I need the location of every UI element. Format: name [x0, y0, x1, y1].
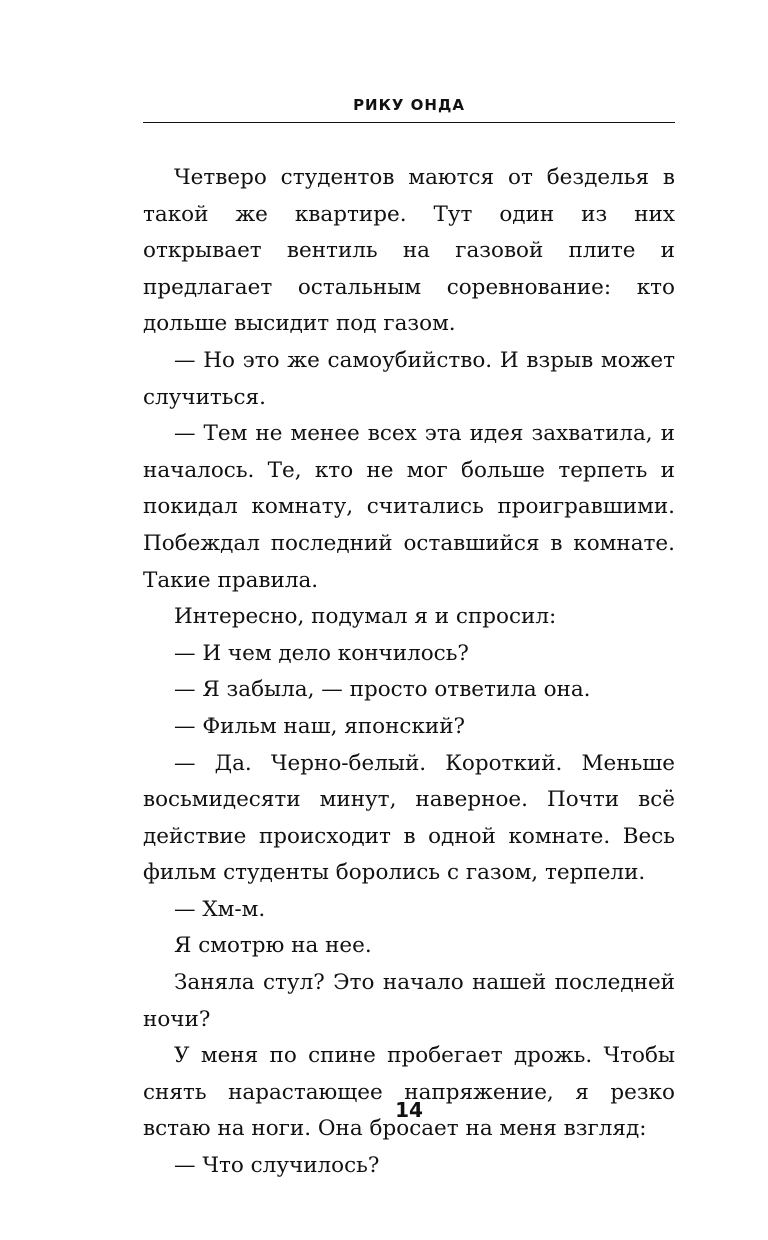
body-text — [143, 160, 675, 1185]
paragraph: — Что случилось? — [174, 1153, 380, 1179]
paragraph: — Фильм наш, японский? — [174, 713, 466, 739]
paragraph: — Хм-м. — [174, 896, 266, 922]
running-header: РИКУ ОНДА — [353, 96, 465, 114]
paragraph: — И чем дело кончилось? — [174, 640, 469, 666]
header-rule — [143, 122, 675, 123]
paragraph: — Я забыла, — просто ответила она. — [174, 677, 591, 703]
paragraph: — Тем не менее всех эта идея захватила, и началось. Те, кто не мог больше терпеть и покидал комнату, считались проигравшими. Побеждал последний оставшийся в комнате. Такие правила. — [143, 421, 675, 593]
paragraph: Я смотрю на нее. — [174, 933, 372, 959]
paragraph: Интересно, подумал я и спросил: — [174, 604, 557, 630]
paragraph: Четверо студентов маются от безделья в такой же квартире. Тут один из них открывает вентиль на газовой плите и предлагает остальным соревнование: кто дольше высидит под газом. — [143, 165, 675, 337]
paragraph: — Но это же самоубийство. И взрыв может случиться. — [143, 347, 675, 410]
page-number: 14 — [395, 1098, 423, 1122]
paragraph: Заняла стул? Это начало нашей последней ночи? — [143, 970, 675, 1032]
paragraph: — Да. Черно-белый. Короткий. Меньше восьмидесяти минут, наверное. Почти всё действие происходит в одной комнате. Весь фильм студенты боролись с газом, терпели. — [143, 750, 675, 886]
paragraph: У меня по спине пробегает дрожь. Чтобы снять нарастающее напряжение, я резко встаю на ноги. Она бросает на меня взгляд: — [143, 1043, 675, 1142]
